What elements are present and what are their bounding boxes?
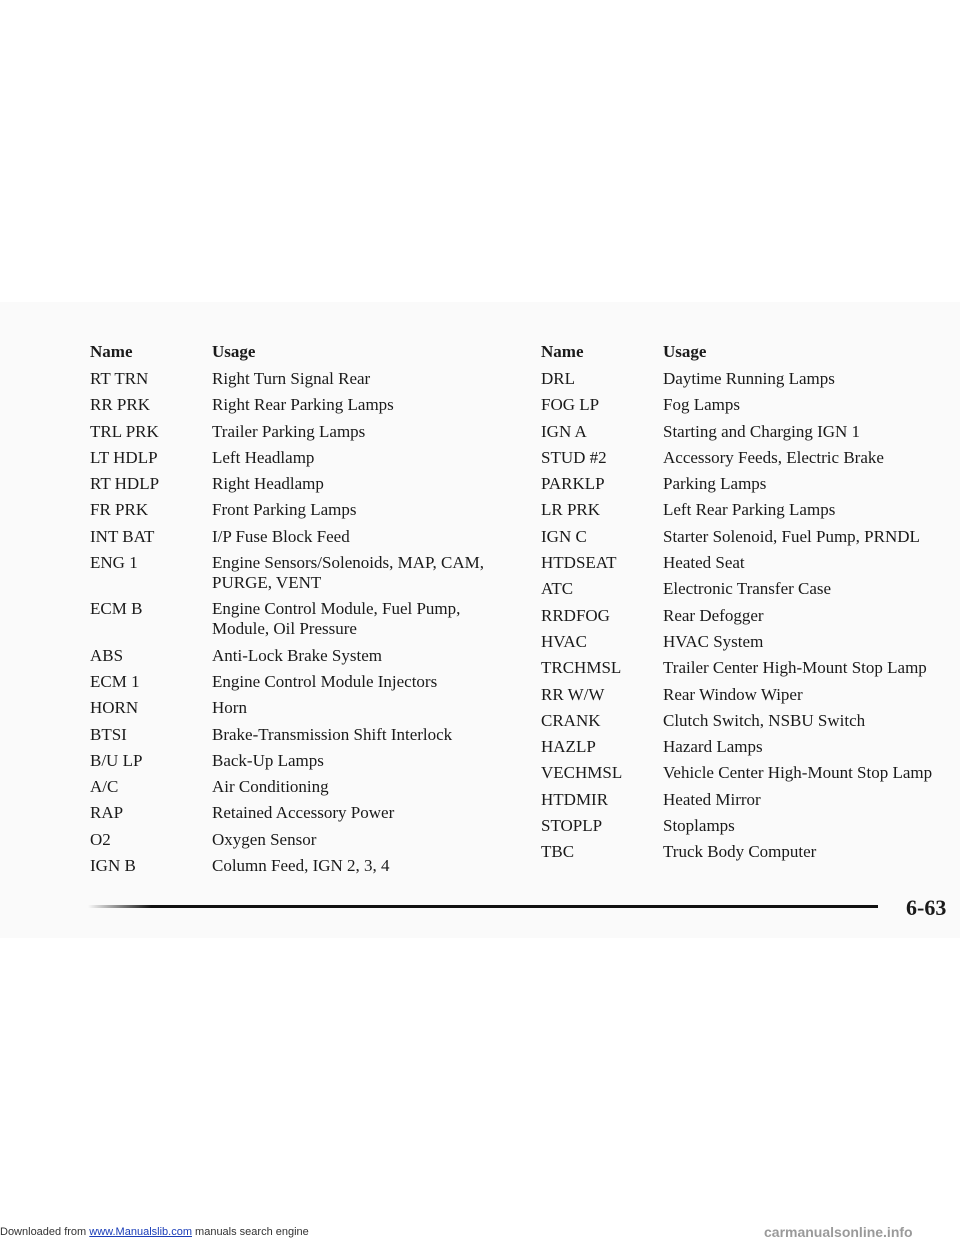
table-row xyxy=(541,816,953,836)
fuse-usage: Engine Control Module Injectors xyxy=(212,671,438,691)
table-row xyxy=(90,698,502,718)
fuse-usage: Anti-Lock Brake System xyxy=(212,645,382,665)
fuse-usage: Clutch Switch, NSBU Switch xyxy=(663,710,866,730)
fuse-usage: Right Headlamp xyxy=(212,474,324,494)
right-table-header xyxy=(541,342,953,362)
table-row xyxy=(90,856,502,876)
fuse-name: IGN A xyxy=(541,421,587,441)
fuse-name: HTDMIR xyxy=(541,789,609,809)
fuse-usage: Daytime Running Lamps xyxy=(663,369,835,388)
manualslib-link[interactable]: www.Manualslib.com xyxy=(89,1226,192,1238)
fuse-usage: Right Rear Parking Lamps xyxy=(212,395,394,415)
table-row xyxy=(541,685,953,705)
fuse-name: FR PRK xyxy=(90,500,149,520)
download-footer xyxy=(0,1226,309,1238)
left-header-name: Name xyxy=(90,342,133,361)
fuse-name: TRL PRK xyxy=(90,421,159,441)
table-row xyxy=(541,842,953,862)
fuse-name: LR PRK xyxy=(541,500,601,520)
fuse-name: STOPLP xyxy=(541,816,603,836)
right-header-name: Name xyxy=(541,342,584,361)
fuse-usage: Heated Mirror xyxy=(663,789,761,809)
table-row xyxy=(90,751,502,771)
fuse-usage: Engine Sensors/Solenoids, MAP, CAM, PURGE, VENT xyxy=(212,553,485,593)
left-table-rows xyxy=(90,369,502,876)
fuse-usage: Column Feed, IGN 2, 3, 4 xyxy=(212,856,390,876)
table-row xyxy=(90,553,502,593)
table-row xyxy=(90,672,502,692)
fuse-name: RRDFOG xyxy=(541,605,610,625)
fuse-name: B/U LP xyxy=(90,750,143,770)
fuse-name: CRANK xyxy=(541,710,601,730)
fuse-name: ABS xyxy=(90,645,124,665)
table-row xyxy=(90,646,502,666)
left-table-header xyxy=(90,342,502,362)
table-row xyxy=(541,553,953,573)
fuse-usage: Engine Control Module, Fuel Pump, Module, Oil Pressure xyxy=(212,599,461,639)
right-fuse-table xyxy=(541,342,953,869)
fuse-usage: Parking Lamps xyxy=(663,474,767,494)
table-row xyxy=(541,474,953,494)
fuse-name: A/C xyxy=(90,777,119,797)
fuse-usage: Accessory Feeds, Electric Brake xyxy=(663,447,884,467)
fuse-name: STUD #2 xyxy=(541,447,607,467)
footer-rule xyxy=(88,905,878,908)
fuse-usage: Vehicle Center High-Mount Stop Lamp xyxy=(663,763,933,783)
fuse-name: HAZLP xyxy=(541,737,596,757)
fuse-usage: Starter Solenoid, Fuel Pump, PRNDL xyxy=(663,526,920,546)
fuse-usage: Right Turn Signal Rear xyxy=(212,369,371,388)
table-row xyxy=(90,422,502,442)
fuse-name: RAP xyxy=(90,803,124,823)
fuse-name: LT HDLP xyxy=(90,447,158,467)
fuse-name: HVAC xyxy=(541,631,587,651)
fuse-usage: Trailer Center High-Mount Stop Lamp xyxy=(663,658,927,678)
table-row xyxy=(541,527,953,547)
table-row xyxy=(90,369,502,389)
table-row xyxy=(90,448,502,468)
table-row xyxy=(541,395,953,415)
fuse-name: RT HDLP xyxy=(90,474,160,494)
table-row xyxy=(541,448,953,468)
fuse-usage: Brake-Transmission Shift Interlock xyxy=(212,724,453,744)
fuse-usage: I/P Fuse Block Feed xyxy=(212,526,350,546)
fuse-usage: Truck Body Computer xyxy=(663,842,817,862)
watermark: carmanualsonline.info xyxy=(764,1224,913,1240)
table-row xyxy=(541,737,953,757)
fuse-usage: Back-Up Lamps xyxy=(212,750,324,770)
table-row xyxy=(90,803,502,823)
footer-prefix: Downloaded from xyxy=(0,1226,90,1238)
fuse-name: DRL xyxy=(541,369,575,388)
fuse-name: FOG LP xyxy=(541,395,600,415)
fuse-usage: HVAC System xyxy=(663,631,764,651)
fuse-name: INT BAT xyxy=(90,526,155,546)
fuse-name: RR PRK xyxy=(90,395,150,415)
fuse-name: ENG 1 xyxy=(90,553,138,573)
fuse-name: VECHMSL xyxy=(541,763,623,783)
table-row xyxy=(541,422,953,442)
footer-suffix: manuals search engine xyxy=(191,1226,309,1238)
fuse-usage: Oxygen Sensor xyxy=(212,829,317,849)
fuse-name: TRCHMSL xyxy=(541,658,622,678)
fuse-name: HTDSEAT xyxy=(541,553,617,573)
fuse-name: RR W/W xyxy=(541,684,605,704)
fuse-usage: Horn xyxy=(212,698,247,718)
fuse-name: ECM 1 xyxy=(90,671,140,691)
table-row xyxy=(541,500,953,520)
table-row xyxy=(90,599,502,639)
table-row xyxy=(90,777,502,797)
table-row xyxy=(541,579,953,599)
table-row xyxy=(90,474,502,494)
table-row xyxy=(541,711,953,731)
fuse-usage: Trailer Parking Lamps xyxy=(212,421,366,441)
fuse-usage: Retained Accessory Power xyxy=(212,803,395,823)
fuse-name: ECM B xyxy=(90,599,143,619)
page-number: 6-63 xyxy=(906,895,947,920)
fuse-usage: Left Rear Parking Lamps xyxy=(663,500,836,520)
fuse-usage: Hazard Lamps xyxy=(663,737,763,757)
fuse-usage: Heated Seat xyxy=(663,553,745,573)
fuse-name: HORN xyxy=(90,698,139,718)
table-row xyxy=(90,500,502,520)
table-row xyxy=(541,658,953,678)
left-fuse-table xyxy=(90,342,502,882)
fuse-usage: Rear Defogger xyxy=(663,605,764,625)
fuse-name: O2 xyxy=(90,829,111,849)
right-table-rows xyxy=(541,369,953,862)
fuse-usage: Starting and Charging IGN 1 xyxy=(663,421,861,441)
right-header-usage: Usage xyxy=(663,342,707,361)
fuse-name: IGN C xyxy=(541,526,587,546)
fuse-name: PARKLP xyxy=(541,474,605,494)
fuse-name: RT TRN xyxy=(90,369,149,388)
fuse-usage: Air Conditioning xyxy=(212,777,329,797)
fuse-name: TBC xyxy=(541,842,575,862)
fuse-usage: Front Parking Lamps xyxy=(212,500,357,520)
left-header-usage: Usage xyxy=(212,342,256,361)
table-row xyxy=(541,790,953,810)
fuse-usage: Electronic Transfer Case xyxy=(663,579,832,599)
table-row xyxy=(90,830,502,850)
table-row xyxy=(90,725,502,745)
table-row xyxy=(90,395,502,415)
table-row xyxy=(541,632,953,652)
fuse-name: BTSI xyxy=(90,724,127,744)
table-row xyxy=(541,606,953,626)
fuse-usage: Rear Window Wiper xyxy=(663,684,803,704)
fuse-name: ATC xyxy=(541,579,574,599)
table-row xyxy=(90,527,502,547)
table-row xyxy=(541,763,953,783)
fuse-usage: Stoplamps xyxy=(663,816,735,836)
fuse-usage: Left Headlamp xyxy=(212,447,315,467)
fuse-name: IGN B xyxy=(90,856,136,876)
fuse-usage: Fog Lamps xyxy=(663,395,740,415)
table-row xyxy=(541,369,953,389)
